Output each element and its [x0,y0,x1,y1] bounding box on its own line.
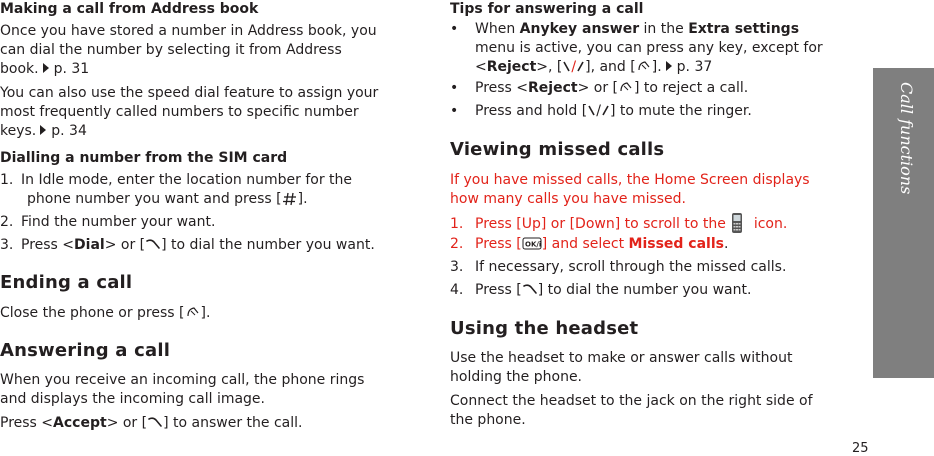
ok-key-icon [522,237,542,250]
bullet-text: ] to mute the ringer. [609,103,752,119]
end-key-icon [618,81,634,94]
list-text: ] to dial the number you want. [161,237,375,253]
send-key-icon [145,238,161,251]
bullet-marker: • [450,80,459,96]
hash-key-icon [282,192,298,205]
list-text: Press [ [475,282,522,298]
arrow-right-icon [666,61,672,71]
list-item [450,235,728,254]
menu-label: Missed calls [628,236,724,252]
paragraph-text: keys. [0,123,37,139]
section-heading-missed-calls: Viewing missed calls [450,139,665,160]
bullet-text: When [475,21,520,37]
paragraph-line: can dial the number by selecting it from Address [0,42,342,58]
paragraph-line [0,414,302,433]
page-reference: p. 34 [51,123,87,139]
paragraph-line: Once you have stored a number in Address book, you [0,23,377,39]
list-number: 3. [0,237,14,253]
bullet-item-continued [475,58,712,77]
list-number: 2. [0,214,14,230]
paragraph-line: Connect the headset to the jack on the right side of [450,393,813,409]
phone-missed-icon [731,212,753,234]
send-key-icon [522,283,538,296]
list-text: > or [ [104,237,146,253]
send-key-icon [147,416,163,429]
bullet-item-continued: menu is active, you can press any key, except for [475,40,823,56]
paragraph-line: the phone. [450,412,526,428]
bullet-text: ], and [ [585,59,636,75]
bullet-text: Press < [475,80,529,96]
softkey-label: Dial [74,237,105,253]
bullet-item [450,79,748,98]
list-text: If necessary, scroll through the missed calls. [475,259,787,275]
volume-key-separator: / [596,103,601,119]
paragraph-line: If you have missed calls, the Home Screen displays [450,172,810,188]
paragraph-text: ]. [200,305,211,321]
menu-label: Anykey answer [519,21,640,37]
list-item [0,213,215,232]
volume-up-key-icon [587,104,596,117]
section-heading-ending-call: Ending a call [0,272,133,293]
paragraph-line: When you receive an incoming call, the phone rings [0,372,365,388]
volume-key-group [562,59,585,75]
section-heading-address-book: Making a call from Address book [0,1,259,17]
section-heading-sim-card: Dialling a number from the SIM card [0,150,288,166]
list-item [450,258,786,277]
paragraph-line [0,122,87,141]
end-key-icon [636,60,652,73]
page-number: 25 [852,441,869,456]
bullet-text: >, [ [536,59,563,75]
bullet-text: in the [639,21,689,37]
volume-down-key-icon [576,60,585,73]
volume-key-separator: / [571,59,577,75]
bullet-text: ] to reject a call. [634,80,749,96]
list-item [450,281,751,300]
arrow-right-icon [43,63,49,73]
list-text: ] to dial the number you want. [537,282,752,298]
list-text: ] and select [541,236,629,252]
bullet-marker: • [450,21,459,37]
bullet-marker: • [450,103,459,119]
list-number: 4. [450,282,464,298]
chapter-tab-label: Call functions [897,82,916,195]
page-reference: p. 31 [53,61,90,77]
paragraph-line: You can also use the speed dial feature to assign your [0,85,379,101]
paragraph-line [0,60,89,79]
paragraph-text: Press < [0,415,54,431]
list-number: 1. [450,216,464,232]
page-reference: p. 37 [676,59,713,75]
list-text: Press < [21,237,75,253]
softkey-label: Reject [486,59,537,75]
paragraph-line: Use the headset to make or answer calls without [450,350,793,366]
list-item-continued [27,190,308,209]
list-text: . [723,236,729,252]
paragraph-line: how many calls you have missed. [450,191,687,207]
list-number: 2. [450,236,464,252]
softkey-label: Reject [528,80,578,96]
section-heading-headset: Using the headset [450,318,639,339]
paragraph-line [0,304,210,323]
paragraph-line: holding the phone. [450,369,583,385]
list-text: In Idle mode, enter the location number for the [21,172,353,188]
section-heading-tips: Tips for answering a call [450,1,644,17]
bullet-text: > or [ [577,80,619,96]
paragraph-text: ] to answer the call. [163,415,303,431]
paragraph-text: > or [ [106,415,148,431]
list-item [0,236,375,255]
bullet-text: ]. [651,59,662,75]
paragraph-text: book. [0,61,39,77]
list-text: icon. [753,216,788,232]
arrow-right-icon [40,125,46,135]
bullet-item [450,20,799,39]
svg-text:OK/i: OK/i [524,240,542,249]
list-text: Press [Up] or [Down] to scroll to the [475,216,726,232]
bullet-item [450,102,752,121]
end-key-icon [185,306,201,319]
volume-down-key-icon [601,104,610,117]
list-item [450,212,787,234]
list-number: 1. [0,172,14,188]
list-number: 3. [450,259,464,275]
list-item [0,171,352,190]
bullet-text: < [475,59,487,75]
paragraph-line: and displays the incoming call image. [0,391,265,407]
bullet-text: Press and hold [ [475,103,588,119]
menu-label: Extra settings [688,21,800,37]
list-text: phone number you want and press [ [27,191,282,207]
list-text: Find the number your want. [21,214,216,230]
list-text: Press [ [475,236,522,252]
list-text: ]. [297,191,308,207]
section-heading-answering-call: Answering a call [0,340,171,361]
paragraph-text: Close the phone or press [ [0,305,185,321]
softkey-label: Accept [53,415,107,431]
paragraph-line: most frequently called numbers to specific number [0,104,359,120]
